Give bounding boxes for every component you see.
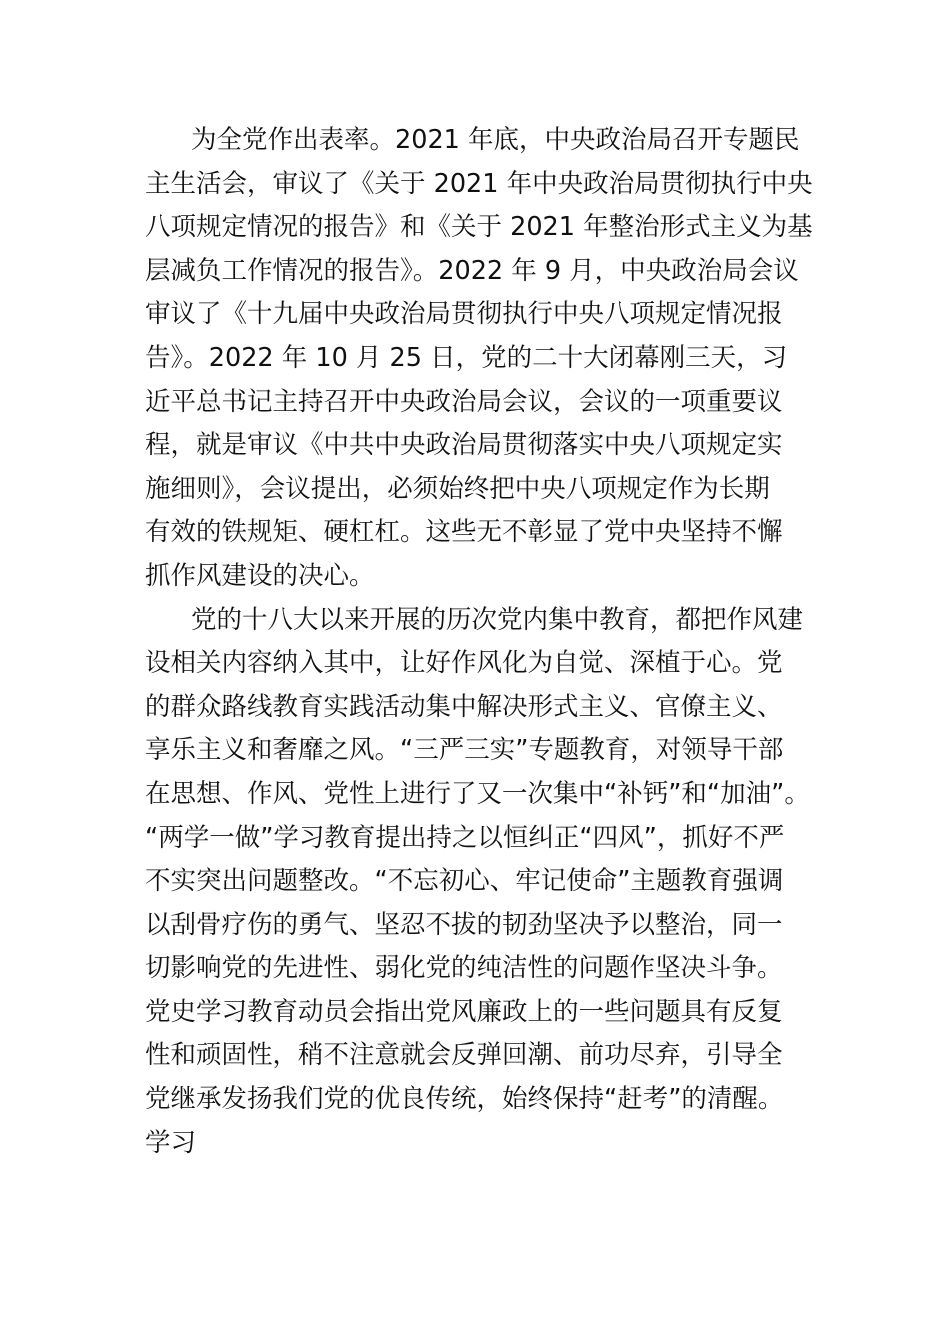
- paragraph-2-line-8: 以刮骨疗伤的勇气、坚忍不拔的韧劲坚决予以整治，同一: [145, 909, 783, 940]
- paragraph-2-line-5: 在思想、作风、党性上进行了又一次集中“补钙”和“加油”。: [145, 778, 810, 809]
- paragraph-1-line-10: 有效的铁规矩、硬杠杠。这些无不彰显了党中央坚持不懈: [145, 517, 783, 548]
- paragraph-1-line-6: 告》。2022 年 10 月 25 日，党的二十大闭幕刚三天，习: [145, 342, 788, 373]
- paragraph-1-line-5: 审议了《十九届中央政治局贯彻执行中央八项规定情况报: [145, 299, 783, 330]
- paragraph-2-line-10: 党史学习教育动员会指出党风廉政上的一些问题具有反复: [145, 996, 783, 1027]
- paragraph-1-line-8: 程，就是审议《中共中央政治局贯彻落实中央八项规定实: [145, 430, 783, 461]
- paragraph-1-line-7: 近平总书记主持召开中央政治局会议，会议的一项重要议: [145, 386, 783, 417]
- paragraph-2-line-4: 享乐主义和奢靡之风。“三严三实”专题教育，对领导干部: [145, 735, 784, 766]
- paragraph-2-line-7: 不实突出问题整改。“不忘初心、牢记使命”主题教育强调: [145, 866, 784, 897]
- paragraph-3-line-1: 学习: [145, 1127, 197, 1158]
- document-page: [145, 119, 815, 1165]
- paragraph-1-line-11: 抓作风建设的决心。: [145, 560, 375, 591]
- paragraph-1-line-2: 主生活会，审议了《关于 2021 年中央政治局贯彻执行中央: [145, 168, 813, 199]
- paragraph-2-line-3: 的群众路线教育实践活动集中解决形式主义、官僚主义、: [145, 691, 783, 722]
- paragraph-2-line-12: 党继承发扬我们党的优良传统，始终保持“赶考”的清醒。: [145, 1084, 784, 1115]
- paragraph-1-line-9: 施细则》，会议提出，必须始终把中央八项规定作为长期: [145, 473, 770, 504]
- paragraph-2-line-9: 切影响党的先进性、弱化党的纯洁性的问题作坚决斗争。: [145, 953, 783, 984]
- paragraph-1-line-4: 层减负工作情况的报告》。2022 年 9 月，中央政治局会议: [145, 255, 799, 286]
- paragraph-2-line-11: 性和顽固性，稍不注意就会反弹回潮、前功尽弃，引导全: [145, 1040, 783, 1071]
- paragraph-2-line-6: “两学一做”学习教育提出持之以恒纠正“四风”，抓好不严: [145, 822, 785, 853]
- paragraph-1-line-1: 为全党作出表率。2021 年底，中央政治局召开专题民: [191, 125, 800, 155]
- paragraph-2-line-2: 设相关内容纳入其中，让好作风化为自觉、深植于心。党: [145, 648, 783, 679]
- paragraph-2-line-1: 党的十八大以来开展的历次党内集中教育，都把作风建: [191, 604, 804, 635]
- paragraph-1-line-3: 八项规定情况的报告》和《关于 2021 年整治形式主义为基: [145, 212, 813, 243]
